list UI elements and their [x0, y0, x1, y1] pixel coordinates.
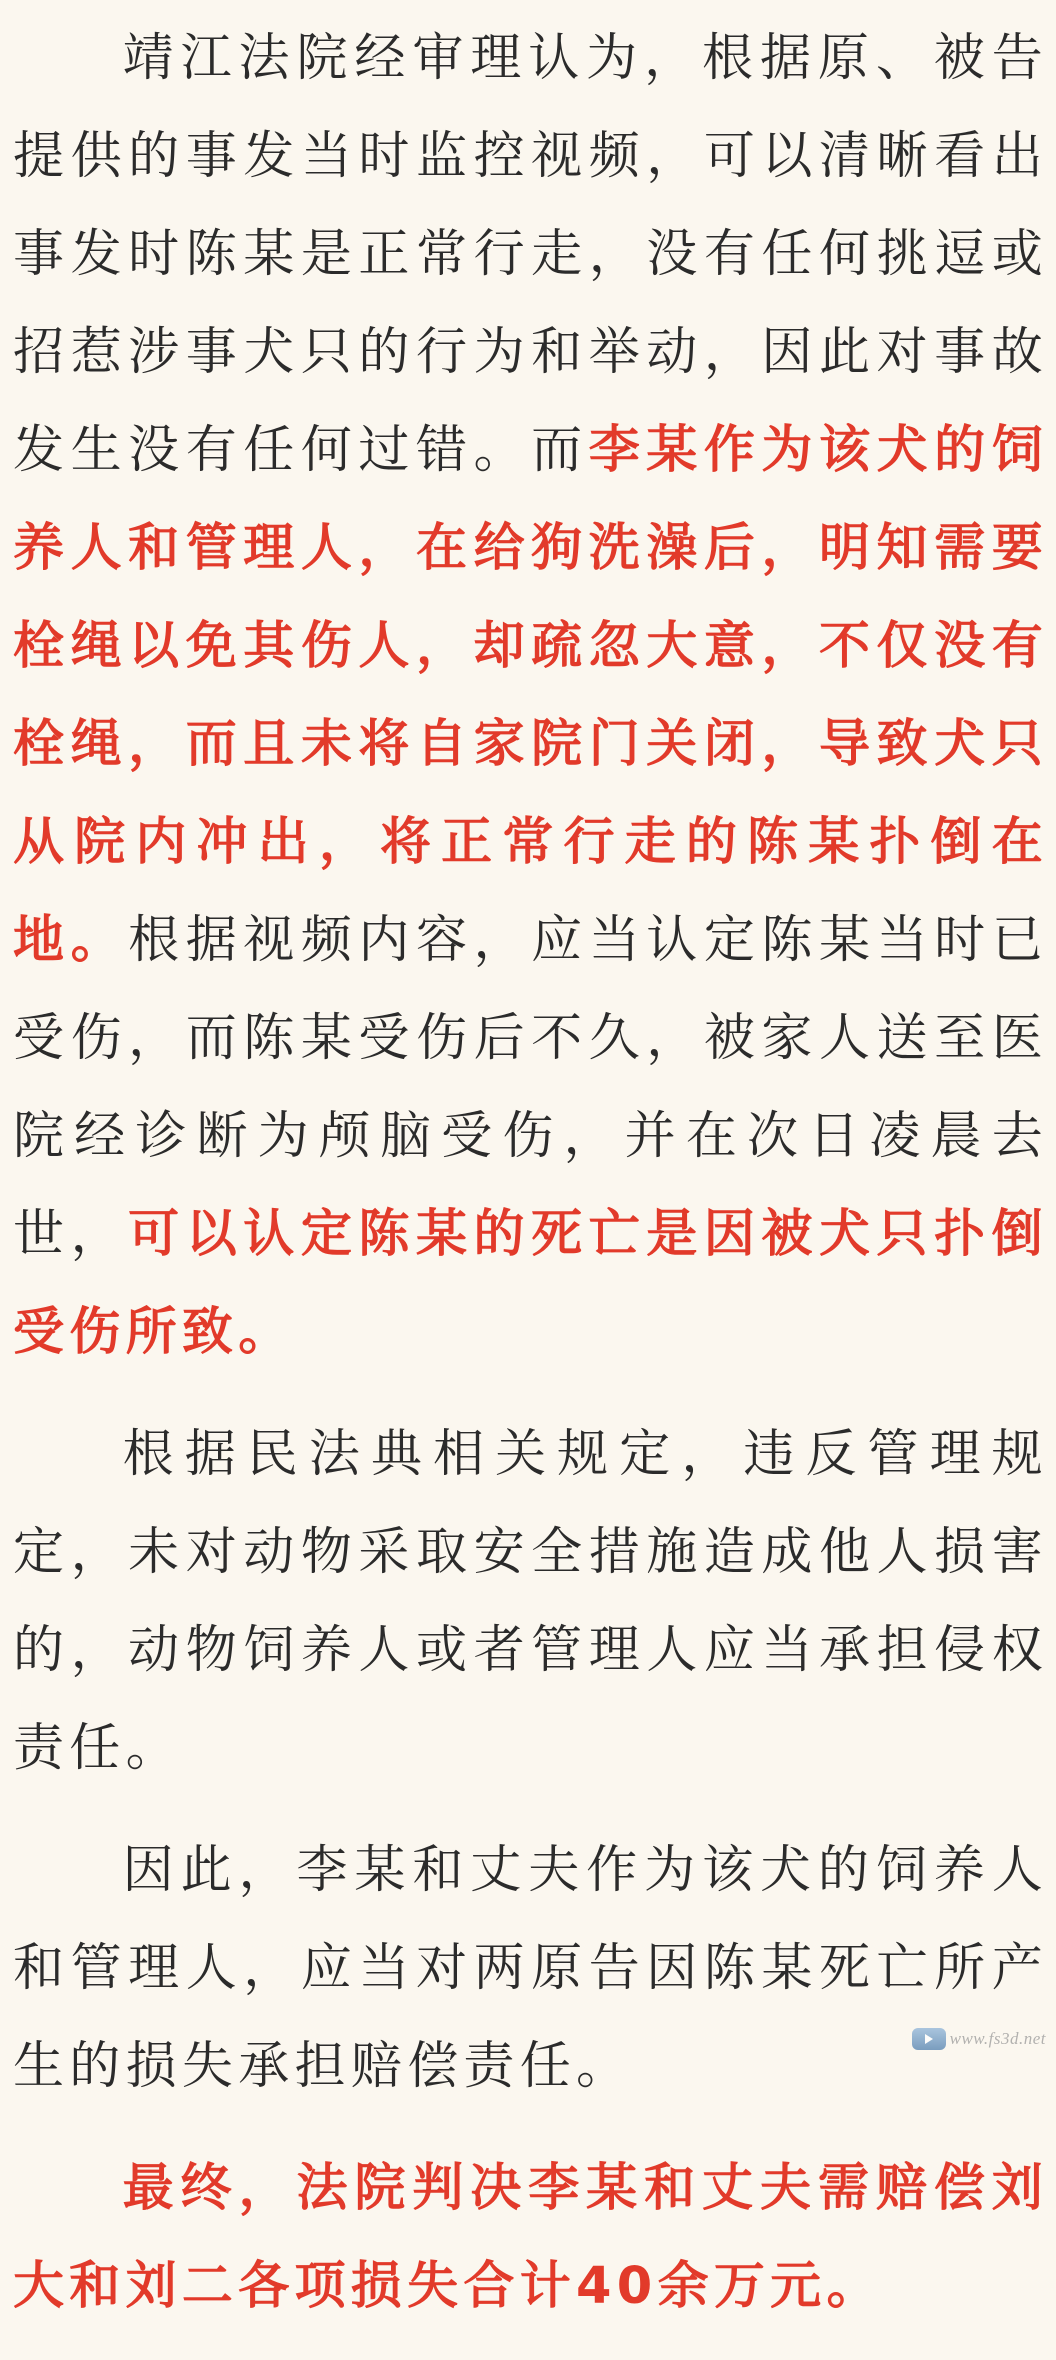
finding-text-injury: 根据视频内容，应当认定陈某当时已受伤，而陈某受伤后不久，被家人送至医院经诊断为颅脑受伤，并在次日凌晨去世， [13, 911, 1048, 1264]
paragraph-court-finding [13, 10, 1048, 1382]
watermark-text: www.fs3d.net [949, 2029, 1046, 2048]
site-watermark [912, 2028, 1046, 2050]
paragraph-liability: 因此，李某和丈夫作为该犬的饲养人和管理人，应当对两原告因陈某死亡所产生的损失承担赔偿责任。 [13, 1841, 1048, 2096]
play-logo-icon [912, 2028, 946, 2050]
article-body [13, 10, 1048, 2360]
paragraph-civil-code: 根据民法典相关规定，违反管理规定，未对动物采取安全措施造成他人损害的，动物饲养人或者管理人应当承担侵权责任。 [13, 1425, 1048, 1778]
finding-text: 靖江法院经审理认为，根据原、被告提供的事发当时监控视频，可以清晰看出事发时陈某是正常行走，没有任何挑逗或招惹涉事犬只的行为和举动，因此对事故发生没有任何过错。而 [13, 29, 1048, 480]
finding-highlight-owner-negligence: 李某作为该犬的饲养人和管理人，在给狗洗澡后，明知需要栓绳以免其伤人，却疏忽大意，不仅没有栓绳，而且未将自家院门关闭，导致犬只从院内冲出，将正常行走的陈某扑倒在地。 [13, 421, 1048, 970]
paragraph-verdict: 最终，法院判决李某和丈夫需赔偿刘大和刘二各项损失合计40余万元。 [13, 2159, 1048, 2316]
finding-highlight-cause-of-death: 可以认定陈某的死亡是因被犬只扑倒受伤所致。 [13, 1205, 1048, 1362]
